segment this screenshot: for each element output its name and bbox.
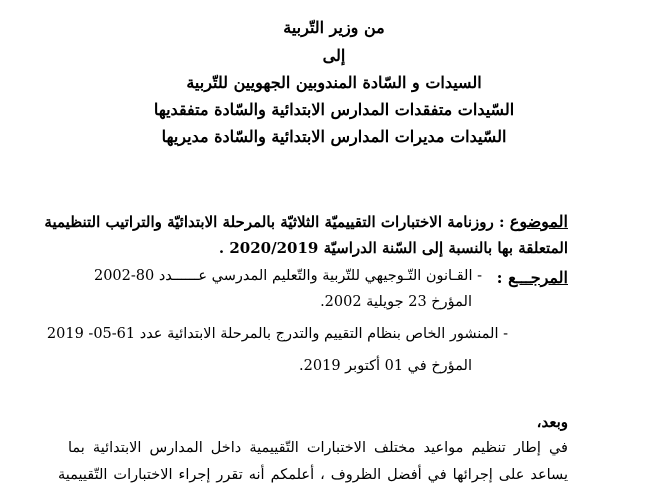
subject-line-1: الموضوع : روزنامة الاختبارات التقييميّة الثلاثيّة بالمرحلة الابتدائيّة والتراتيب التنظيمية [44,212,568,231]
body-line-1: في إطار تنظيم مواعيد مختلف الاختبارات التّقييمية داخل المدارس الابتدائية بما [68,440,568,456]
subject-label: الموضوع [509,212,568,231]
salutation: وبعد، [536,413,568,431]
reference-item-1-date: المؤرخ 23 جويلية 2002. [320,294,472,310]
to-line: إلى [322,46,346,65]
reference-label-line: المرجـــع : [496,268,568,287]
subject-line-2: المتعلقة بها بالنسبة إلى السّنة الدراسيّة 2020/2019 . [218,239,568,257]
subject-text-1: روزنامة الاختبارات التقييميّة الثلاثيّة بالمرحلة الابتدائيّة والتراتيب التنظيمية [44,213,494,231]
reference-label: المرجـــع [508,268,568,287]
reference-item-1: - القـانون التّـوجيهي للتّربية والتّعليم المدرسي عــــــدد 80-2002 [93,268,482,284]
sender-line: من وزير التّربية [283,18,385,37]
recipient-line-3: السّيدات مديرات المدارس الابتدائية والسّادة مديريها [161,127,507,146]
recipient-line-1: السيدات و السّادة المندوبين الجهويين للتّربية [186,73,482,92]
reference-item-2: - المنشور الخاص بنظام التقييم والتدرج بالمرحلة الابتدائية عدد 61-05- 2019 [46,326,508,342]
recipient-line-2: السّيدات متفقدات المدارس الابتدائية والسّادة متفقديها [153,100,515,119]
body-line-2: يساعد على إجرائها في أفضل الظروف ، أعلمكم أنه تقرر إجراء الاختبارات التّقييمية [58,467,568,483]
reference-item-2-date: المؤرخ في 01 أكتوبر 2019. [299,358,472,374]
